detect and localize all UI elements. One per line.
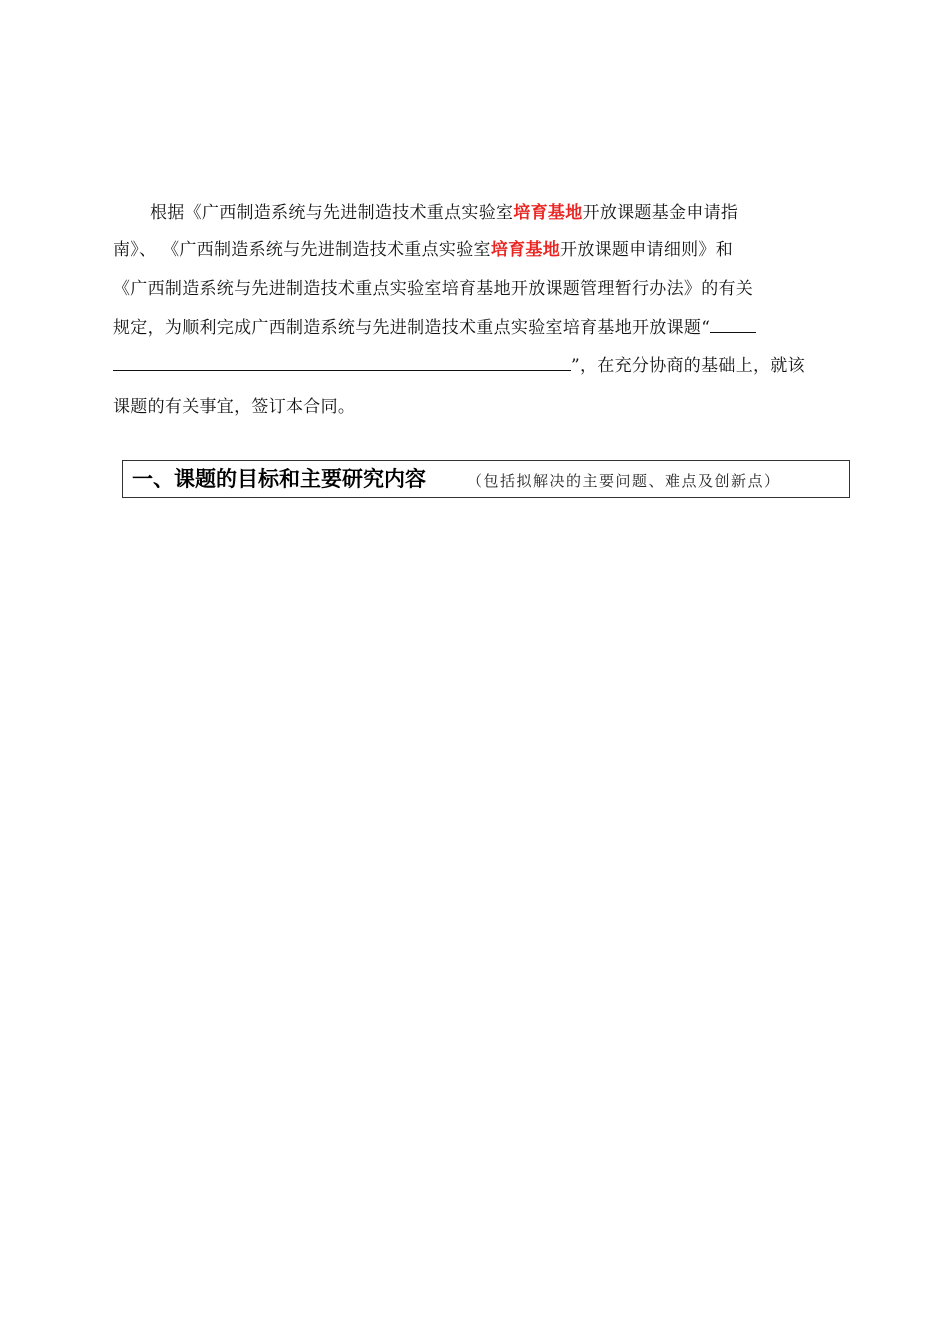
highlight-text-2: 培育基地 xyxy=(490,240,561,260)
paragraph-line-6: 课题的有关事宜，签订本合同。 xyxy=(113,397,356,417)
line-5-tail: ”，在充分协商的基础上，就该 xyxy=(571,356,805,376)
section-1-header-box xyxy=(122,460,850,498)
line-1-lead: 根据《广西制造系统与先进制造技术重点实验室 xyxy=(150,203,514,223)
section-1-note: （包括拟解决的主要问题、难点及创新点） xyxy=(467,472,781,490)
line-1-tail: 开放课题基金申请指 xyxy=(582,203,739,223)
paragraph-line-1 xyxy=(150,201,738,225)
line-2-tail: 开放课题申请细则》和 xyxy=(560,240,734,260)
paragraph-line-4 xyxy=(113,315,756,340)
line-2-lead: 南》、 《广西制造系统与先进制造技术重点实验室 xyxy=(113,240,491,260)
topic-blank-start xyxy=(710,315,756,333)
paragraph-line-3: 《广西制造系统与先进制造技术重点实验室培育基地开放课题管理暂行办法》的有关 xyxy=(113,279,754,299)
line-4-text: 规定，为顺利完成广西制造系统与先进制造技术重点实验室培育基地开放课题“ xyxy=(113,318,711,338)
highlight-text-1: 培育基地 xyxy=(513,203,583,223)
section-1-title: 一、课题的目标和主要研究内容 xyxy=(132,467,426,491)
paragraph-line-5 xyxy=(113,353,805,378)
topic-blank-underline xyxy=(113,353,571,371)
paragraph-line-2 xyxy=(113,238,733,262)
